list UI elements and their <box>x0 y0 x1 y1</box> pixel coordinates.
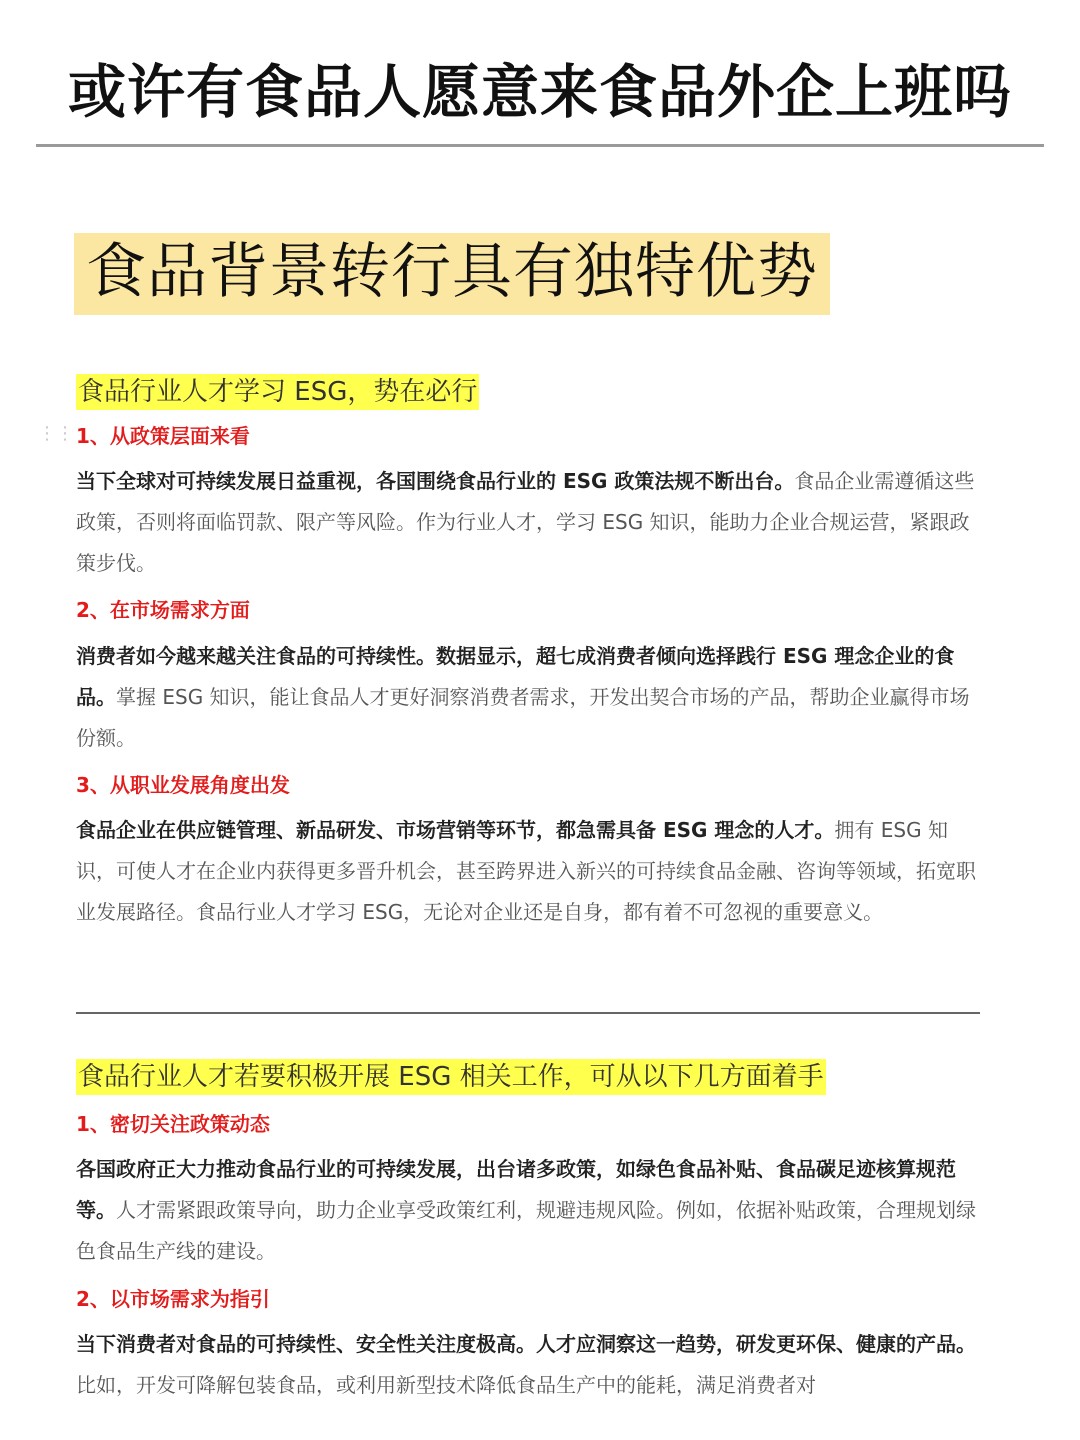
section-1-item-1-title: 1、从政策层面来看 <box>76 424 250 448</box>
section-1-item-3-title: 3、从职业发展角度出发 <box>76 773 290 797</box>
section-2-item-1-text: 人才需紧跟政策导向，助力企业享受政策红利，规避违规风险。例如，依据补贴政策，合理规划绿色食品生产线的建设。 <box>76 1198 976 1263</box>
section-2-item-2-title: 2、以市场需求为指引 <box>76 1287 270 1311</box>
section-2-item-1-bold: 各国政府正大力推动食品行业的可持续发展，出台诸多政策，如绿色食品补贴、食品碳足迹核算规范等。 <box>76 1157 956 1222</box>
page-title: 或许有食品人愿意来食品外企上班吗 <box>67 58 1012 126</box>
section-1-item-2-body <box>76 636 976 759</box>
section-2-item-1-title: 1、密切关注政策动态 <box>76 1112 270 1136</box>
section-2-heading: 食品行业人才若要积极开展 ESG 相关工作，可从以下几方面着手 <box>76 1059 826 1095</box>
section-1-item-1-body <box>76 461 976 584</box>
section-2-item-2-body <box>76 1324 976 1406</box>
section-1-item-2-text: 掌握 ESG 知识，能让食品人才更好洞察消费者需求，开发出契合市场的产品，帮助企业赢得市场份额。 <box>76 685 970 750</box>
section-1-item-3-text: 拥有 ESG 知识，可使人才在企业内获得更多晋升机会，甚至跨界进入新兴的可持续食品金融、咨询等领域，拓宽职业发展路径。食品行业人才学习 ESG，无论对企业还是自身，都有着不可忽视的重要意义。 <box>76 818 976 924</box>
section-divider <box>76 1012 980 1014</box>
section-1-item-1-bold: 当下全球对可持续发展日益重视，各国围绕食品行业的 ESG 政策法规不断出台。 <box>76 469 795 493</box>
section-1-heading: 食品行业人才学习 ESG，势在必行 <box>76 374 479 410</box>
section-2-item-2-bold: 当下消费者对食品的可持续性、安全性关注度极高。人才应洞察这一趋势，研发更环保、健康的产品。 <box>76 1332 976 1356</box>
section-2-item-2-text: 比如，开发可降解包装食品，或利用新型技术降低食品生产中的能耗，满足消费者对 <box>76 1373 816 1397</box>
section-2-item-1-body <box>76 1149 976 1272</box>
section-1-item-3-body <box>76 810 976 933</box>
section-1-item-2-bold: 消费者如今越来越关注食品的可持续性。数据显示，超七成消费者倾向选择践行 ESG 理念企业的食品。 <box>76 644 955 709</box>
section-banner: 食品背景转行具有独特优势 <box>74 233 830 315</box>
section-1-item-1-text: 食品企业需遵循这些政策，否则将面临罚款、限产等风险。作为行业人才，学习 ESG 知识，能助力企业合规运营，紧跟政策步伐。 <box>76 469 975 575</box>
section-1-item-2-title: 2、在市场需求方面 <box>76 598 250 622</box>
section-1-item-3-bold: 食品企业在供应链管理、新品研发、市场营销等环节，都急需具备 ESG 理念的人才。 <box>76 818 835 842</box>
drag-handle-icon[interactable]: ⋮⋮ <box>38 423 74 444</box>
title-divider <box>36 144 1044 147</box>
